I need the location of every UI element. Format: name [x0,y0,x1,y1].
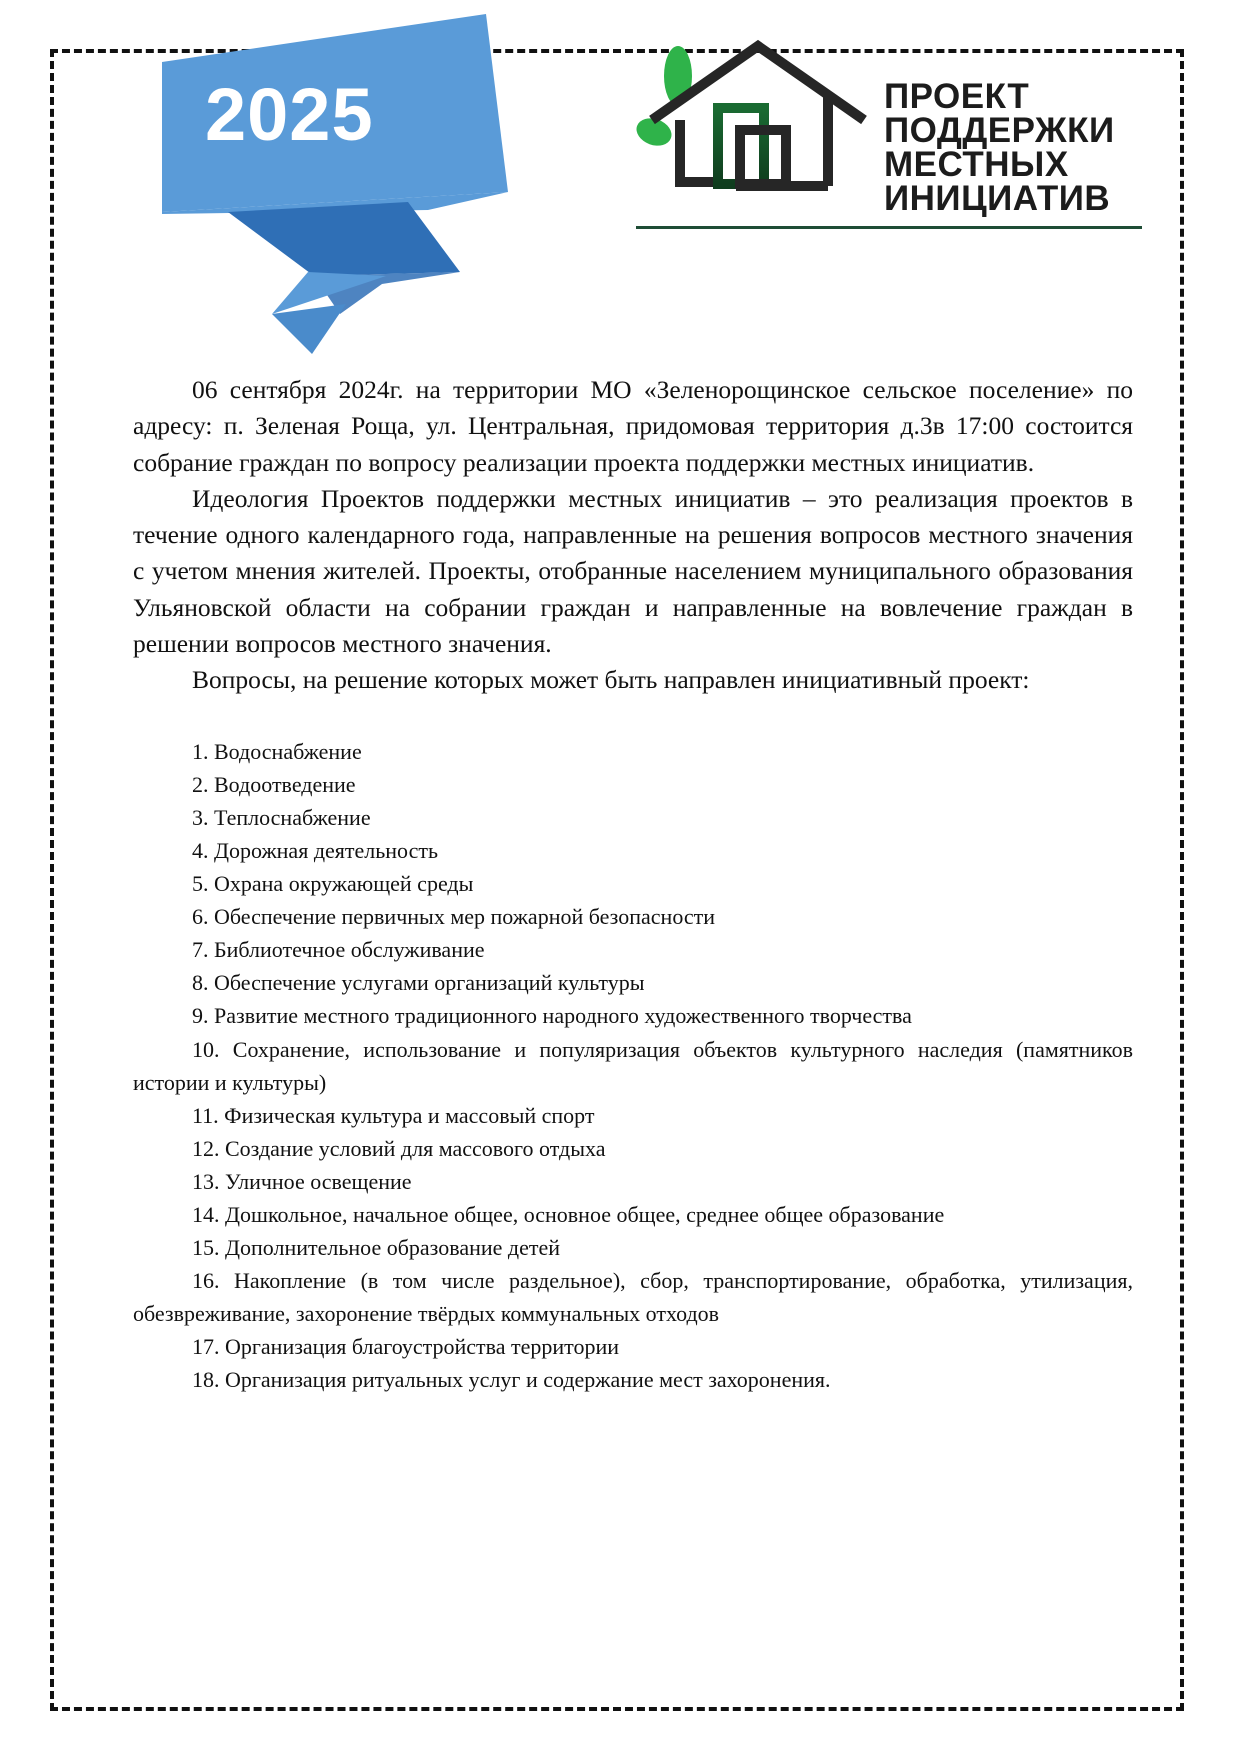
project-logo [636,38,1146,238]
house-leaves-icon [636,38,884,228]
list-item: 12. Создание условий для массового отдыха [192,1135,606,1161]
logo-wordmark [884,77,1115,218]
logo-line-4: ИНИЦИАТИВ [884,179,1111,218]
list-item: 15. Дополнительное образование детей [192,1235,561,1261]
list-item: 11. Физическая культура и массовый спорт [192,1102,595,1128]
list-item: 18. Организация ритуальных услуг и содержание мест захоронения. [192,1367,831,1393]
logo-line-3: МЕСТНЫХ [884,145,1069,184]
year-ribbon-banner [160,14,520,360]
ideology-paragraph: Идеология Проектов поддержки местных инициатив – это реализация проектов в течение одного календарного года, направленные на решения вопросов местного значения с учетом мнения жителей. Проекты, отобранные населением муниципального образования Ульяновской области на собрании граждан и направленные на вовлечение граждан в решении вопросов местного значения. [133,483,1133,659]
list-item: 14. Дошкольное, начальное общее, основное общее, среднее общее образование [192,1201,945,1227]
list-item: 8. Обеспечение услугами организаций культуры [192,970,645,996]
list-item: 1. Водоснабжение [192,738,362,764]
list-item: 4. Дорожная деятельность [192,837,439,863]
list-item: 3. Теплоснабжение [192,804,371,830]
document-body [133,372,1133,1397]
list-item: 13. Уличное освещение [192,1168,412,1194]
list-item: 2. Водоотведение [192,771,356,797]
issues-list [133,735,1133,1397]
list-item: 5. Охрана окружающей среды [192,871,474,897]
logo-underline [636,226,1142,229]
list-item: 17. Организация благоустройства территории [192,1334,620,1360]
list-item: 9. Развитие местного традиционного народного художественного творчества [192,1003,912,1029]
issues-intro-paragraph: Вопросы, на решение которых может быть направлен инициативный проект: [192,665,1030,695]
list-item: 16. Накопление (в том числе раздельное), сбор, транспортирование, обработка, утилизация, обезвреживание, захоронение твёрдых коммунальных отходов [133,1268,1133,1327]
year-label: 2025 [205,73,374,156]
logo-line-2: ПОДДЕРЖКИ [884,111,1115,150]
announcement-paragraph: 06 сентября 2024г. на территории МО «Зеленорощинское сельское поселение» по адресу: п. Зеленая Роща, ул. Центральная, придомовая территория д.3в 17:00 состоится собрание граждан по вопросу реализации проекта поддержки местных инициатив. [133,375,1133,477]
list-item: 6. Обеспечение первичных мер пожарной безопасности [192,904,716,930]
list-item: 7. Библиотечное обслуживание [192,937,485,963]
logo-line-1: ПРОЕКТ [884,77,1030,116]
list-item: 10. Сохранение, использование и популяризация объектов культурного наследия (памятников истории и культуры) [133,1036,1133,1095]
